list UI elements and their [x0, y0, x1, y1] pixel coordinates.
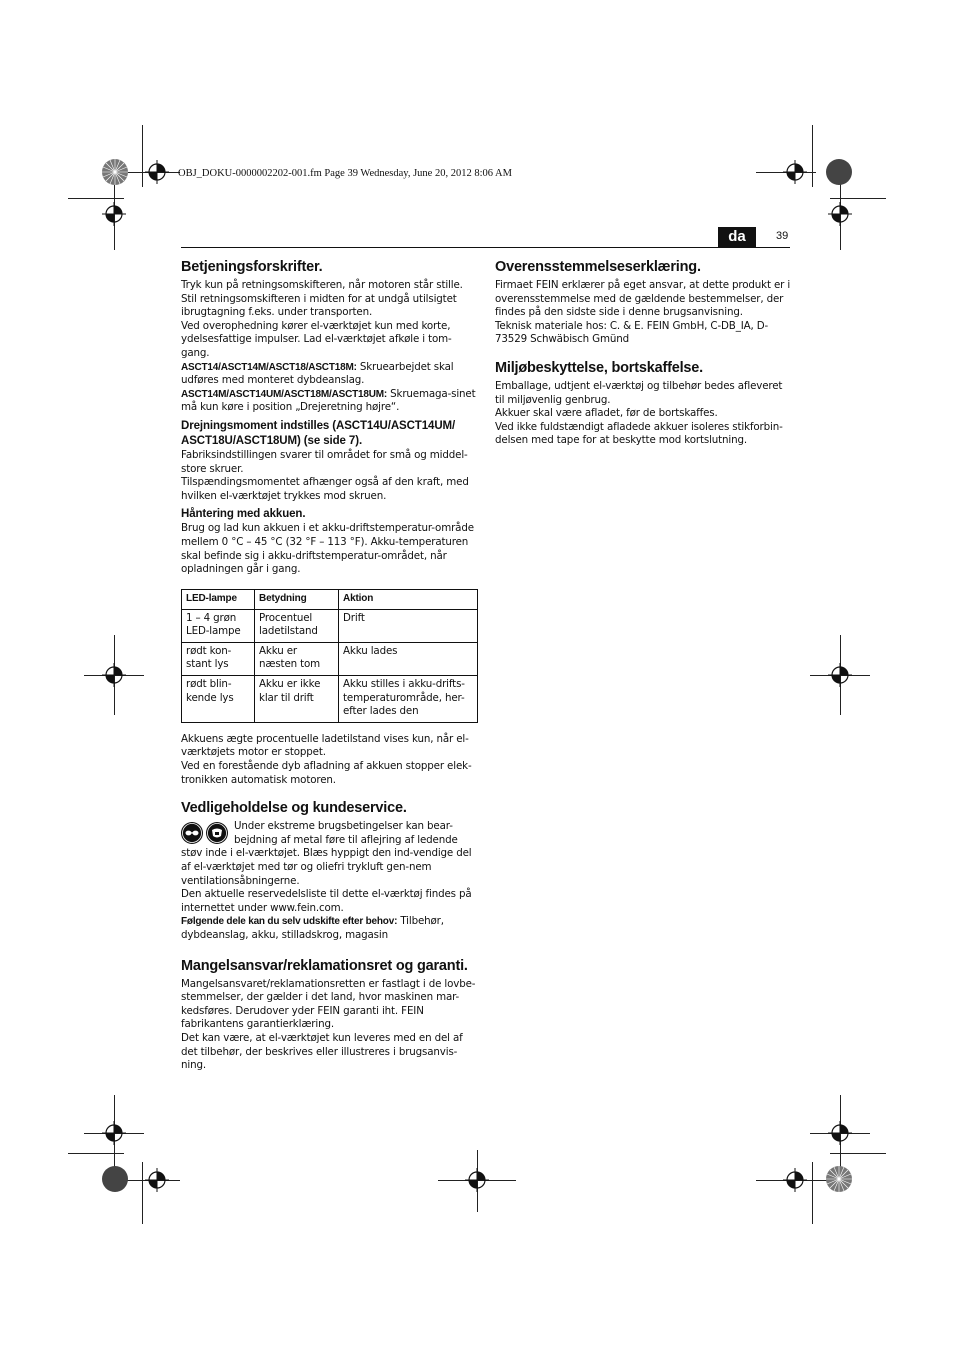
color-rosette-icon	[825, 158, 853, 186]
registration-mark-icon	[102, 202, 126, 226]
registration-mark-icon	[828, 1121, 852, 1145]
table-cell: Akku stilles i akku-drifts-temperaturområde, her-efter lades den	[339, 676, 478, 723]
led-table	[181, 589, 478, 723]
paragraph-text: Skruemaga-sinet må kun køre i position „Drejeretning højre“.	[181, 387, 476, 414]
paragraph: Emballage, udtjent el-værktøj og tilbehør bedes afleveret til miljøvenlig genbrug.	[495, 379, 783, 406]
color-rosette-icon	[825, 1165, 853, 1193]
paragraph	[181, 388, 479, 415]
paragraph: Ved overophedning kører el-værktøjet kun med korte, ydelsesfattige impulser. Lad el-værktøjet afkøle i tom-gang.	[181, 319, 452, 359]
color-rosette-icon	[101, 158, 129, 186]
registration-mark-icon	[145, 160, 169, 184]
paragraph: Akkuens ægte procentuelle ladetilstand vises kun, når el-værktøjets motor er stoppet.	[181, 732, 469, 759]
table-cell: Akku er ikke klar til drift	[255, 676, 339, 723]
table-cell: Akku lades	[339, 642, 478, 675]
column-header: Betydning	[255, 589, 339, 609]
paragraph: Ved ikke fuldstændigt afladede akkuer isoleres stikforbin-delsen med tape for at beskytte mod kortslutning.	[495, 420, 783, 447]
table-cell: rødt blin-kende lys	[182, 676, 255, 723]
section-title: Betjeningsforskrifter.	[181, 259, 323, 275]
section-title: Overensstemmelseserklæring.	[495, 259, 701, 275]
registration-mark-icon	[102, 1121, 126, 1145]
paragraph: Det kan være, at el-værktøjet kun leveres med en del af det tilbehør, der beskrives eller illustreres i brugsanvis-ning.	[181, 1031, 463, 1072]
paragraph	[181, 915, 479, 942]
registration-mark-icon	[828, 663, 852, 687]
model-lead: ASCT14M/ASCT14UM/ASCT18M/ASCT18UM:	[181, 388, 388, 400]
paragraph: Den aktuelle reservedelsliste til dette el-værktøj findes på internettet under www.fein.com.	[181, 888, 472, 914]
paragraph: Brug og lad kun akkuen i et akku-driftstemperatur-område mellem 0 °C – 45 °C (32 °F – 113 °F). Akku-temperaturen skal befinde sig i akku-driftstemperatur-området, når opladningen går i gang.	[181, 522, 474, 576]
paragraph: Tryk kun på retningsomskifteren, når motoren står stille.	[181, 279, 463, 291]
battery-notes	[181, 733, 479, 787]
registration-mark-icon	[783, 160, 807, 184]
paragraph: Stil retningsomskifteren i midten for at undgå utilsigtet ibrugtagning f.eks. under transporten.	[181, 292, 457, 319]
registration-mark-icon	[465, 1168, 489, 1192]
table-cell: Akku er næsten tom	[255, 642, 339, 675]
model-lead: ASCT14/ASCT14M/ASCT18/ASCT18M:	[181, 361, 357, 373]
environment-section	[495, 359, 793, 448]
paragraph: Fabriksindstillingen svarer til området for små og middel-store skruer.	[181, 448, 468, 475]
operation-section	[181, 258, 479, 577]
maintenance-section	[181, 799, 479, 942]
paragraph: Firmaet FEIN erklærer på eget ansvar, at dette produkt er i overensstemmelse med de gældende bestemmelser, der findes på den sidste side i denne brugsanvisning.	[495, 279, 791, 319]
table-cell: 1 – 4 grøn LED-lampe	[182, 609, 255, 642]
paragraph: Akkuer skal være afladet, før de bortskaffes.	[495, 407, 718, 420]
table-row	[182, 609, 478, 642]
table-header-row	[182, 589, 478, 609]
color-rosette-icon	[101, 1165, 129, 1193]
paragraph-text: Tilbehør, dybdeanslag, akku, stilladskrog, magasin	[181, 915, 444, 941]
subsection-title: Håntering med akkuen.	[181, 508, 306, 521]
table-row	[182, 676, 478, 723]
paragraph: Mangelsansvaret/reklamationsretten er fastlagt i de lovbe-stemmelser, der gælder i det land, hvor maskinen mar-kedsføres. Derudover yder FEIN garanti iht. FEIN fabrikantens garantierklæring.	[181, 977, 476, 1031]
language-tab: da	[718, 227, 756, 247]
registration-mark-icon	[102, 663, 126, 687]
table-cell: Procentuel ladetilstand	[255, 609, 339, 642]
left-column	[181, 258, 479, 1081]
page-number: 39	[776, 230, 789, 242]
paragraph	[181, 361, 479, 388]
section-title: Mangelsansvar/reklamationsret og garanti.	[181, 957, 468, 974]
paragraph: Tilspændingsmomentet afhænger også af den kraft, med hvilken el-værktøjet trykkes mod skruen.	[181, 476, 469, 502]
section-title: Vedligeholdelse og kundeservice.	[181, 800, 407, 817]
safety-icons	[181, 822, 228, 844]
table-cell: rødt kon-stant lys	[182, 642, 255, 675]
section-title: Miljøbeskyttelse, bortskaffelse.	[495, 359, 703, 376]
paragraph: Teknisk materiale hos: C. & E. FEIN GmbH, C-DB_IA, D-73529 Schwäbisch Gmünd	[495, 319, 769, 346]
column-header: LED-lampe	[182, 589, 255, 609]
table-row	[182, 642, 478, 675]
file-info-line: OBJ_DOKU-0000002202-001.fm Page 39 Wednesday, June 20, 2012 8:06 AM	[178, 168, 512, 179]
subsection-title: Drejningsmoment indstilles (ASCT14U/ASCT14UM/ ASCT18U/ASCT18UM) (se side 7).	[181, 419, 456, 447]
dust-mask-icon	[206, 822, 228, 844]
parts-lead: Følgende dele kan du selv udskifte efter behov:	[181, 916, 398, 928]
right-column	[495, 258, 793, 456]
paragraph: Under ekstreme brugsbetingelser kan bear-bejdning af metal føre til aflejring af ledende støv inde i el-værktøjet. Blæs hyppigt den ind-vendige del af el-værktøjet med tør og oliefri trykluft gen-nem ventilationsåbningerne.	[181, 820, 472, 887]
table-cell: Drift	[339, 609, 478, 642]
column-header: Aktion	[339, 589, 478, 609]
header-rule	[181, 247, 790, 248]
registration-mark-icon	[145, 1168, 169, 1192]
registration-mark-icon	[828, 202, 852, 226]
conformity-section	[495, 258, 793, 347]
registration-mark-icon	[783, 1168, 807, 1192]
paragraph: Ved en forestående dyb afladning af akkuen stopper elek-tronikken automatisk motoren.	[181, 760, 472, 786]
goggles-icon	[181, 822, 203, 844]
paragraph-text: Skruearbejdet skal udføres med monteret dybdeanslag.	[181, 360, 454, 387]
warranty-section	[181, 957, 479, 1073]
